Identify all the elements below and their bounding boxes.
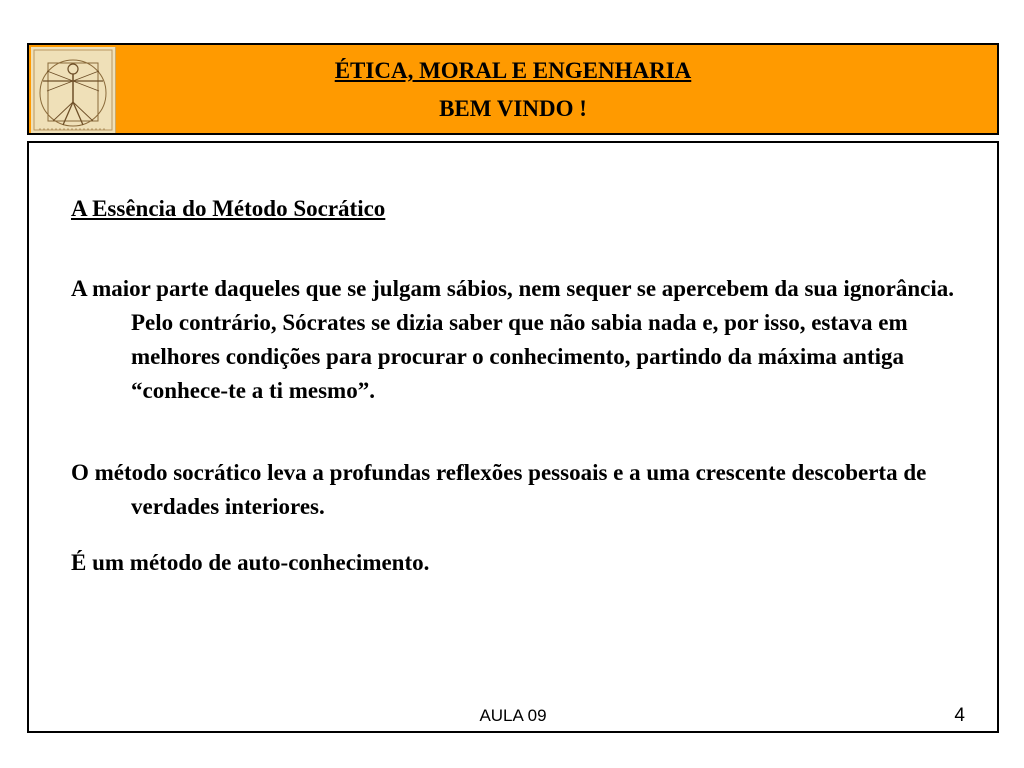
slide-header	[27, 43, 999, 135]
footer-label: AULA 09	[479, 706, 547, 725]
slide-subtitle: BEM VINDO !	[439, 96, 587, 121]
slide-title: ÉTICA, MORAL E ENGENHARIA	[334, 58, 692, 83]
paragraph-2: O método socrático leva a profundas reflexões pessoais e a uma crescente descoberta de verdades interiores.	[71, 460, 927, 519]
paragraph-3: É um método de auto-conhecimento.	[71, 550, 430, 575]
paragraph-1: A maior parte daqueles que se julgam sábios, nem sequer se apercebem da sua ignorância. Pelo contrário, Sócrates se dizia saber que não sabia nada e, por isso, estava em melhores condições para procurar o conhecimento, partindo da máxima antiga “conhece-te a ti mesmo”.	[71, 276, 954, 403]
slide-content	[27, 141, 999, 733]
section-heading: A Essência do Método Socrático	[71, 196, 386, 221]
page-number: 4	[954, 705, 965, 726]
